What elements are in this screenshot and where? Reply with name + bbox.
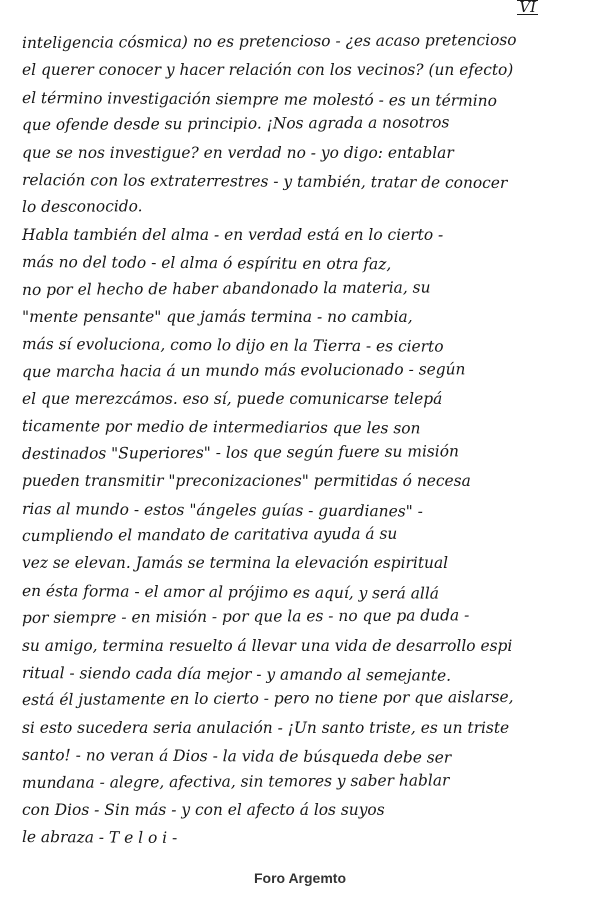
letter-line: inteligencia cósmica) no es pretencioso - ¿es acaso pretencioso xyxy=(21,30,517,52)
letter-line: si esto sucedera seria anulación - ¡Un santo triste, es un triste xyxy=(22,718,510,737)
letter-line: el término investigación siempre me molestó - es un término xyxy=(21,88,497,110)
letter-line: por siempre - en misión - por que la es - no que pa duda - xyxy=(21,606,470,628)
image-caption: Foro Argemto xyxy=(253,870,347,886)
letter-line: no por el hecho de haber abandonado la materia, su xyxy=(21,277,431,299)
letter-line: el querer conocer y hacer relación con los vecinos? (un efecto) xyxy=(22,61,514,80)
letter-line: relación con los extraterrestres - y también, tratar de conocer xyxy=(21,170,508,192)
letter-line: santo! - no veran á Dios - la vida de búsqueda debe ser xyxy=(21,746,452,767)
letter-line: su amigo, termina resuelto á llevar una vida de desarrollo espi xyxy=(22,636,513,655)
letter-line: que se nos investigue? en verdad no - yo digo: entablar xyxy=(22,143,454,162)
letter-line: pueden transmitir "preconizaciones" permitidas ó necesa xyxy=(22,472,471,491)
letter-line: ritual - siendo cada día mejor - y amando al semejante. xyxy=(21,663,452,685)
letter-line: que marcha hacia á un mundo más evolucionado - según xyxy=(21,359,466,381)
letter-line: que ofende desde su principio. ¡Nos agrada a nosotros xyxy=(21,113,450,135)
page-number: VI xyxy=(519,0,536,16)
letter-line: lo desconocido. xyxy=(21,197,143,217)
letter-line: el que merezcámos. eso sí, puede comunicarse telepá xyxy=(22,390,443,409)
letter-line: mundana - alegre, afectiva, sin temores y saber hablar xyxy=(21,770,450,792)
letter-line: cumpliendo el mandato de caritativa ayuda á su xyxy=(21,524,398,546)
letter-line: con Dios - Sin más - y con el afecto á los suyos xyxy=(22,800,385,819)
letter-line: destinados "Superiores" - los que según fuere su misión xyxy=(21,442,459,463)
letter-line: Habla también del alma - en verdad está en lo cierto - xyxy=(22,225,444,244)
letter-line: le abraza - T e l o i - xyxy=(21,828,178,848)
letter-line: está él justamente en lo cierto - pero no tiene por que aislarse, xyxy=(21,688,514,710)
letter-line: rias al mundo - estos "ángeles guías - guardianes" - xyxy=(21,499,423,521)
letter-line: más no del todo - el alma ó espíritu en otra faz, xyxy=(21,253,392,274)
letter-line: ticamente por medio de intermediarios que les son xyxy=(21,417,421,438)
letter-line: vez se elevan. Jamás se termina la elevación espiritual xyxy=(22,554,449,573)
letter-line: "mente pensante" que jamás termina - no cambia, xyxy=(22,307,413,326)
letter-line: más sí evoluciona, como lo dijo en la Tierra - es cierto xyxy=(21,335,444,356)
letter-line: en ésta forma - el amor al prójimo es aquí, y será allá xyxy=(21,581,440,603)
letter-body xyxy=(22,30,584,852)
